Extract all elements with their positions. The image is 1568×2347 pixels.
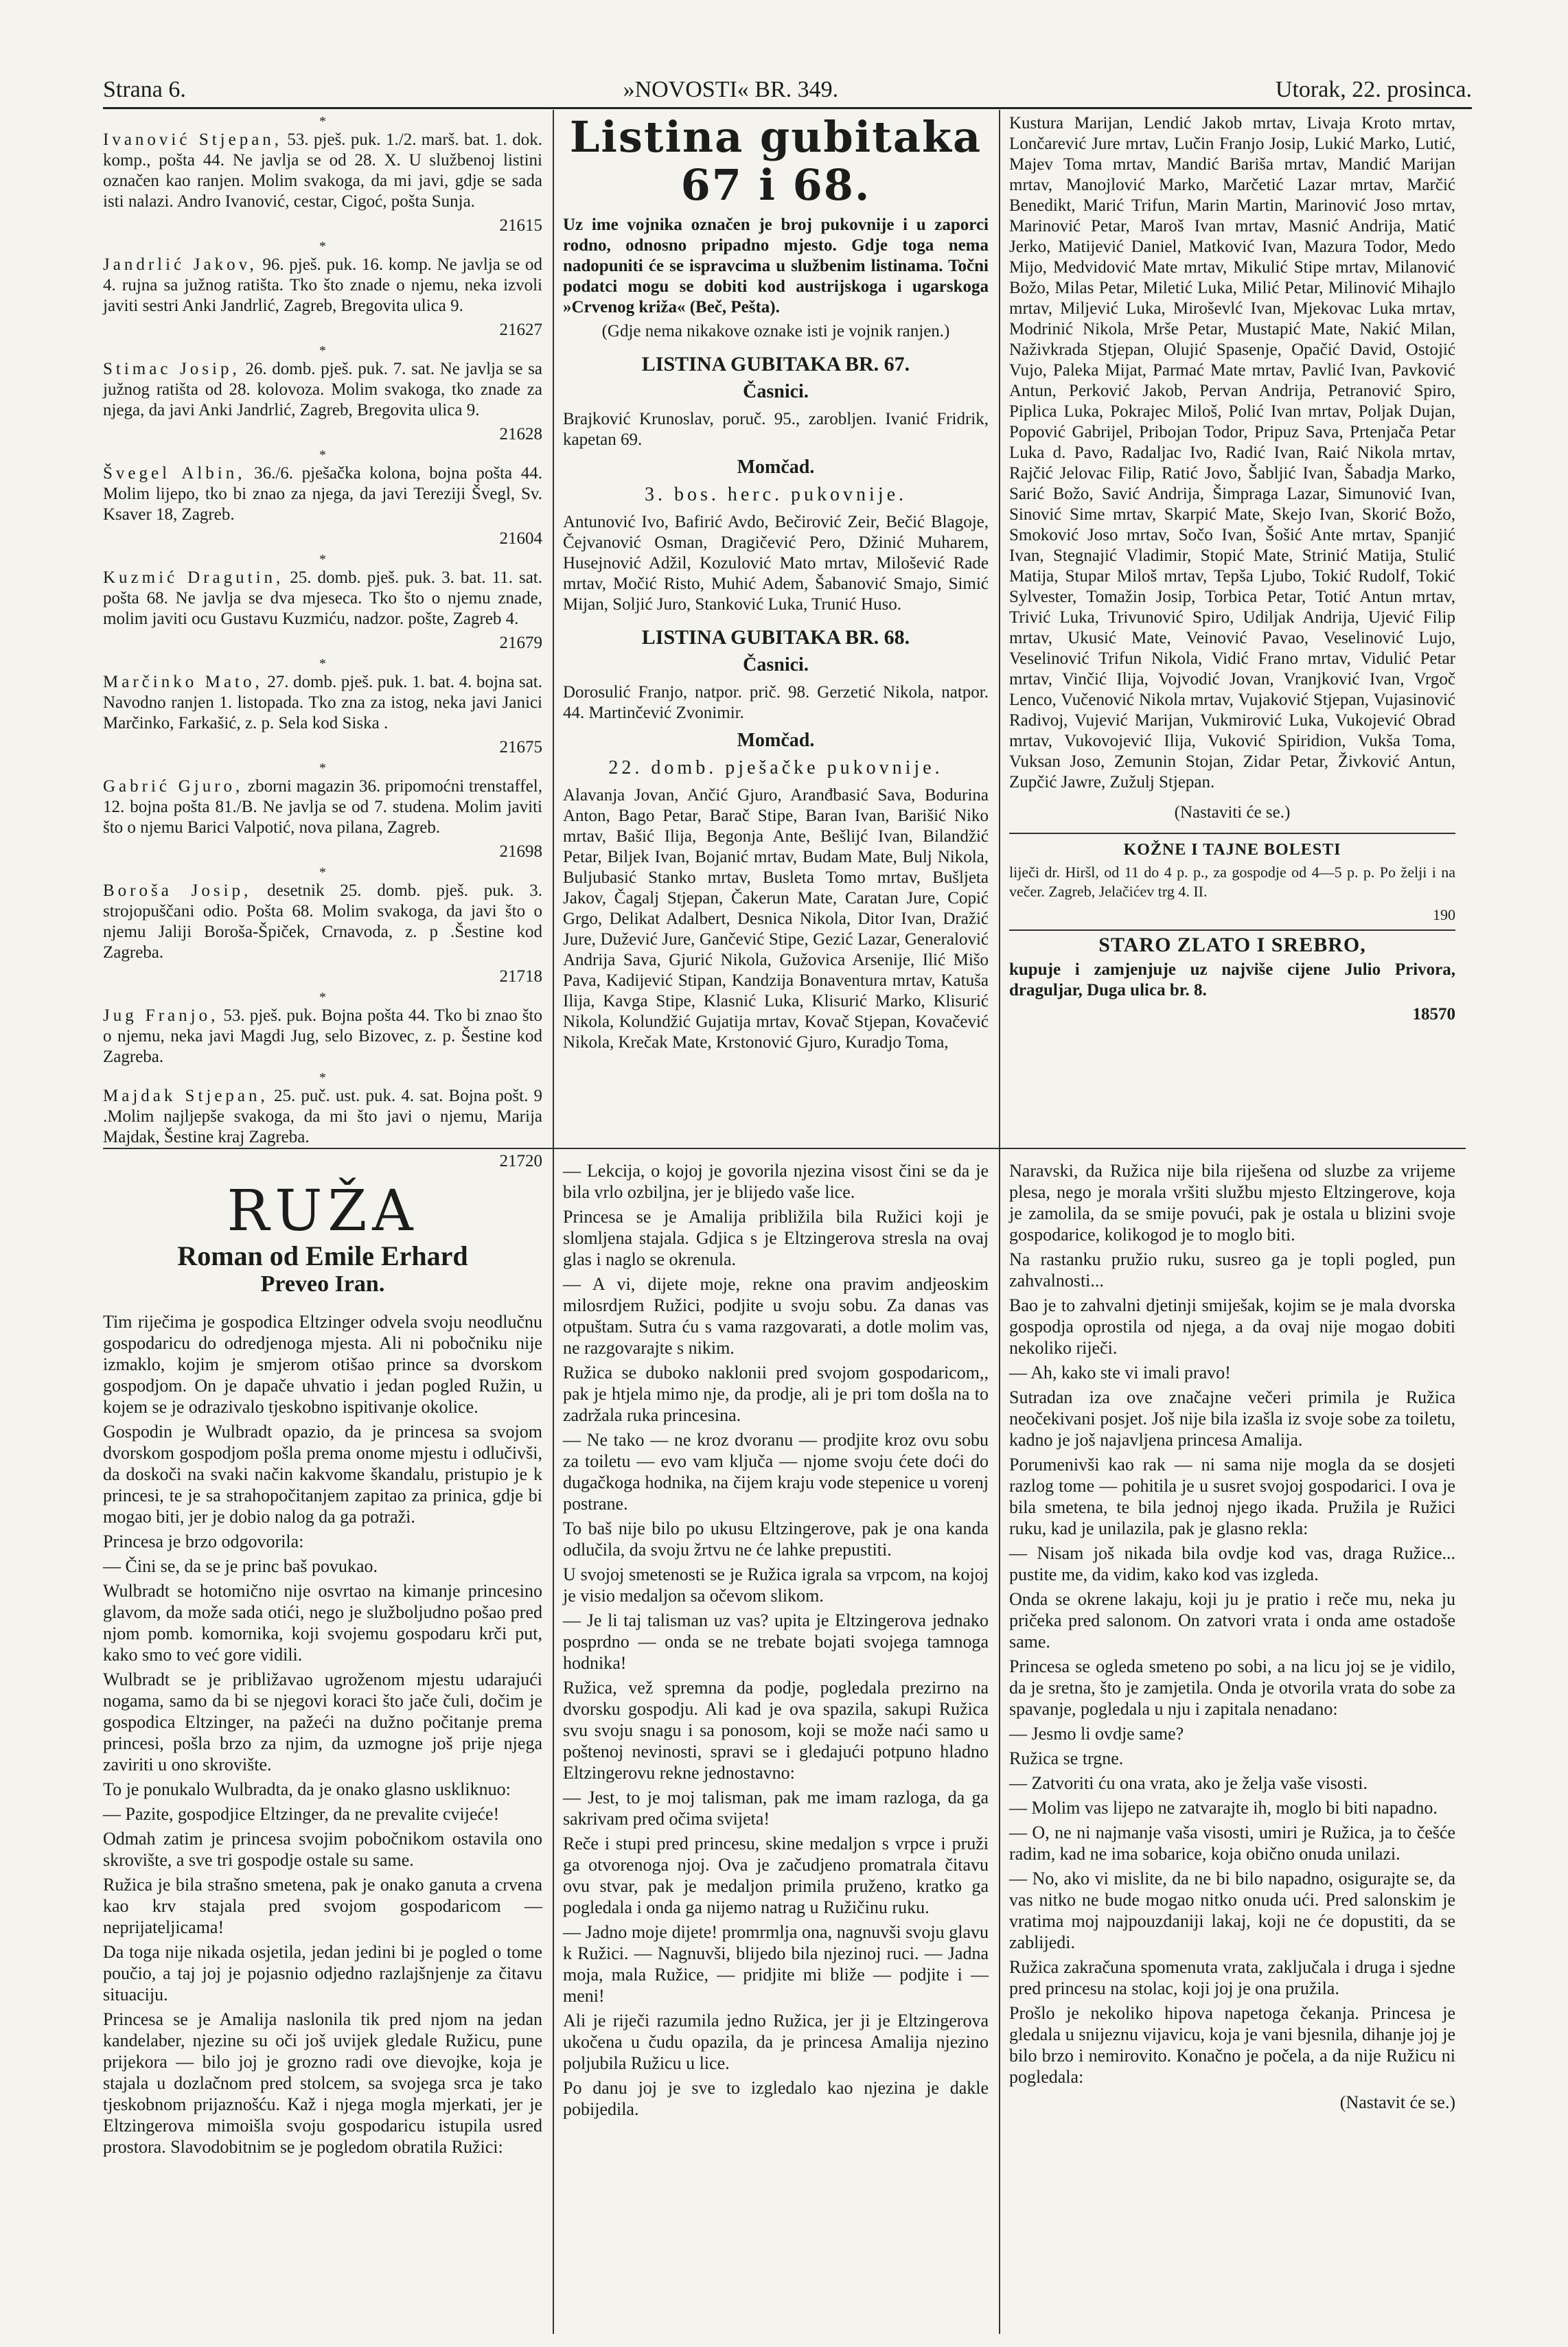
missing-person-name: Švegel Albin,	[103, 464, 246, 483]
officers-heading: Časnici.	[743, 381, 809, 402]
section-divider	[103, 1148, 553, 1149]
novel-paragraph: Porumenivši kao rak — ni sama nije mogla da se dosjeti razlog tome — pohitila je u susret svojoj gospodarici. I ova je bila smetena, te bila jednoj njego ikada. Pružila je Ružici ruku, kad je unilazila, pak je glasno rekla:	[1009, 1455, 1455, 1538]
missing-person-text: 96. pješ. puk. 16. komp. Ne javlja se od 4. rujna sa južnog ratišta. Tko što znade o njemu, neka izvoli javiti sestri Anki Jandrlić, Zagreb, Bregovita ulica 9.	[103, 255, 543, 315]
missing-person-notice	[103, 359, 542, 421]
novel-title: RUŽA	[227, 1179, 419, 1244]
novel-paragraph: — No, ako vi mislite, da ne bi bilo napadno, osigurajte se, da vas nitko ne bude mogao nitko onuda ući. Pred salonskim je vratima moj najpouzdaniji lakaj, koji ne će dopustiti, da se zablijedi.	[1009, 1869, 1455, 1952]
notice-separator-star: *	[319, 990, 326, 1005]
notice-number: 21675	[499, 738, 542, 756]
officers-67: Brajković Krunoslav, poruč. 95., zarobljen. Ivanić Fridrik, kapetan 69.	[563, 410, 989, 449]
officers-68: Dorosulić Franjo, natpor. prič. 98. Gerzetić Nikola, natpor. 44. Martinčević Zvonimir.	[563, 683, 989, 722]
missing-person-name: Marčinko Mato,	[103, 673, 263, 691]
novel-column-3	[1009, 1160, 1455, 2116]
novel-paragraph: To je ponukalo Wulbradta, da je onako glasno uskliknuo:	[103, 1779, 511, 1799]
notice-number: 21628	[499, 425, 542, 443]
novel-paragraph: — Jest, to je moj talisman, pak me imam razloga, da ga sakrivam pred očima svijeta!	[563, 1788, 989, 1829]
notice-number: 21679	[499, 634, 542, 652]
novel-author: Roman od Emile Erhard	[177, 1240, 468, 1271]
novel-paragraph: — Nisam još nikada bila ovdje kod vas, draga Ružice... pustite me, da vidim, kako kod vas izgleda.	[1009, 1543, 1455, 1584]
list-68-heading: LISTINA GUBITAKA BR. 68.	[641, 626, 910, 649]
casualty-list-title: Listina gubitaka 67 i 68.	[569, 112, 982, 210]
novel-column-1	[103, 1167, 542, 2161]
missing-person-text: 53. pješ. puk. 1./2. marš. bat. 1. dok. komp., pošta 44. Ne javlja se od 28. X. U službenoj listini označen kao ranjen. Molim svakoga, da mi javi, gdje se sada isti nalazi. Andro Ivanović, cestar, Cigoć, pošta Sunja.	[103, 130, 543, 211]
section-divider	[553, 1148, 1466, 1149]
novel-paragraph: — Jesmo li ovdje same?	[1009, 1724, 1184, 1744]
notice-separator-star: *	[319, 656, 326, 671]
column-divider	[999, 110, 1000, 2334]
unit-67: 3. bos. herc. pukovnije.	[644, 484, 908, 505]
missing-person-text: 27. domb. pješ. puk. 1. bat. 4. bojna sat. Navodno ranjen 1. listopada. Tko zna za istog, neka javi Janici Marčinko, Farkašić, z. p. Sela kod Siska .	[103, 673, 542, 732]
casualty-list-continuation	[1009, 113, 1455, 1028]
notice-separator-star: *	[319, 114, 326, 129]
notice-number: 21718	[499, 967, 542, 986]
novel-column-2	[563, 1160, 989, 2123]
novel-paragraph: Ružica se duboko naklonii pred svojom gospodaricom,, pak je htjela mimo nje, da prodje, ali je pri tom došla na to zadržala ruka princesina.	[563, 1363, 989, 1425]
novel-paragraph: Tim riječima je gospodica Eltzinger odvela svoju neodlučnu gospodaricu do odredjenoga mjesta. Ali ni pobočniku nije izmaklo, kojim je smjerom otišao prince sa dvorskom gospodjom. On je dapače uhvatio i jedan pogled Ružin, u kojem se je odrazivalo tjeskobno ispitivanje okolice.	[103, 1312, 542, 1417]
missing-person-notice	[103, 255, 542, 316]
novel-paragraph: Prošlo je nekoliko hipova napetoga čekanja. Princesa je gledala u snijeznu vijavicu, koja je vani bjesnila, dihanje joj je bilo brzo i nemirovito. Konačno je počela, a da nije Ružicu ni pogledala:	[1009, 2003, 1455, 2087]
novel-translator: Preveo Iran.	[260, 1271, 385, 1297]
notice-separator-star: *	[319, 343, 326, 358]
missing-person-text: 25. domb. pješ. puk. 3. bat. 11. sat. pošta 68. Ne javlja se dva mjeseca. Tko što o njemu znade, molim javiti ocu Gustavu Kuzmiću, nadzor. pošte, Zagreb 4.	[103, 568, 542, 628]
page-number: Strana 6.	[103, 77, 186, 102]
notice-number: 21627	[499, 321, 542, 339]
notice-number: 21615	[499, 216, 542, 235]
casualty-list-note2: (Gdje nema nikakove oznake isti je vojnik ranjen.)	[601, 322, 950, 340]
novel-paragraph: Sutradan iza ove značajne večeri primila je Ružica neočekivani posjet. Još nije bila izašla iz svoje sobe za toiletu, kadno je još najavljena princesa Amalija.	[1009, 1387, 1455, 1450]
novel-paragraph: Odmah zatim je princesa svojim pobočnikom ostavila ono skrovište, a sve tri gospodje ostale su same.	[103, 1829, 542, 1870]
missing-person-notice	[103, 672, 542, 734]
novel-paragraph: — Zatvoriti ću ona vrata, ako je želja vaše visosti.	[1009, 1773, 1368, 1793]
novel-paragraph: Ružica je bila strašno smetena, pak je onako ganuta a crvena kao krv stajala pred svojom gospodaricom — neprijateljicama!	[103, 1875, 542, 1937]
novel-paragraph: — Ne tako — ne kroz dvoranu — prodjite kroz ovu sobu za toiletu — evo vam ključa — njome svoju ćete doći do dugačkoga hodnika, na čijem kraju vode stepenice u vorenj postrane.	[563, 1430, 989, 1514]
novel-paragraph: — Molim vas lijepo ne zatvarajte ih, moglo bi biti napadno.	[1009, 1798, 1438, 1818]
missing-person-name: Ivanović Stjepan,	[103, 130, 283, 149]
novel-paragraph: Ali je riječi razumila jedno Ružica, jer ji je Eltzingerova ukočena u čudu opazila, da je princesa Amalija njezino poljubila Ružicu u lice.	[563, 2011, 989, 2073]
novel-paragraph: Princesa je brzo odgovorila:	[103, 1531, 304, 1551]
missing-person-name: Kuzmić Dragutin,	[103, 568, 284, 587]
notice-separator-star: *	[319, 761, 326, 776]
missing-person-text: desetnik 25. domb. pješ. puk. 3. strojopuščani odio. Pošta 68. Molim svakoga, da javi što o njemu Jaliji Boroša-Špiček, Crnavoda, z. p .Šestine kod Zagreba.	[103, 881, 543, 962]
notice-number: 21698	[499, 842, 542, 861]
novel-paragraph: Princesa se je Amalija približila bila Ružici koji je slomljena stajala. Gdjica s je Eltzingerova stresla na ovaj glas i naglo se okrenula.	[563, 1207, 989, 1269]
novel-paragraph: Naravski, da Ružica nije bila riješena od sluzbe za vrijeme plesa, nego je morala vršiti službu mjesto Eltzingerove, koja je zamolila, da se smije povući, pak je ostala u blizini svoje gospodarice, kolikogod je to moglo biti.	[1009, 1161, 1455, 1245]
novel-paragraph: Wulbradt se je približavao ugroženom mjestu udarajući nogama, samo da bi se njegovi koraci što jače čuli, dočim je gospodica Eltzinger, na pažeći na dužno počitanje prema princesi, pošla brzo za njim, da uzmogne još prije njega zaviriti u ono skrovište.	[103, 1669, 542, 1774]
casualty-list-column	[563, 113, 989, 1056]
newspaper-issue: »NOVOSTI« BR. 349.	[623, 77, 839, 102]
notice-number: 21604	[499, 529, 542, 548]
missing-person-text: 36./6. pješačka kolona, bojna pošta 44. Molim lijepo, tko bi znao za njega, da javi Tereziji Švegl, Sv. Ksaver 18, Zagreb.	[103, 464, 542, 524]
missing-person-notice	[103, 776, 542, 838]
notice-separator-star: *	[319, 239, 326, 254]
missing-person-notice	[103, 1086, 542, 1148]
column-divider	[553, 110, 554, 2334]
novel-paragraph: Po danu joj je sve to izgledalo kao njezina je dakle pobijedila.	[563, 2078, 989, 2119]
novel-paragraph: Gospodin je Wulbradt opazio, da je princesa sa svojom dvorskom gospodjom pošla prema onome mjestu i odlučivši, da doskoči na svaki način kakvome škandalu, pristupio je k princesi, te je sa strahopočitanjem zapitao za prinica, gdje bi mogao biti, jer je dobio nalog da ga potraži.	[103, 1422, 542, 1527]
novel-paragraph: Da toga nije nikada osjetila, jedan jedini bi je pogled o tome poučio, a taj joj je pojasnio odjedno razlajšnjenje za čitavu situaciju.	[103, 1942, 542, 2004]
ad-kozne-heading: KOŽNE I TAJNE BOLESTI	[1123, 841, 1341, 859]
missing-person-notice	[103, 1006, 542, 1067]
crew-heading: Momčad.	[737, 456, 815, 478]
novel-paragraph: Wulbradt se hotomično nije osvrtao na kimanje princesino glavom, da može sada otići, nego je služboljudno pošao pred njom pomb. komornika, koji svojemu gospodaru krči put, kako smo to već gore vidili.	[103, 1581, 542, 1665]
missing-person-notice	[103, 881, 542, 963]
notice-separator-star: *	[319, 1070, 326, 1085]
novel-paragraph: — O, ne ni najmanje vaša visosti, umiri je Ružica, ja to češće radim, kad ne ima sobarice, koja obično onuda unilazi.	[1009, 1823, 1455, 1864]
missing-person-notice	[103, 130, 542, 212]
novel-paragraph: — Je li taj talisman uz vas? upita je Eltzingerova jednako posprdno — onda se ne trebate bojati svojega tamnoga hodnika!	[563, 1610, 989, 1673]
missing-person-name: Jug Franjo,	[103, 1006, 219, 1025]
novel-paragraph: To baš nije bilo po ukusu Eltzingerove, pak je ona kanda odlučila, da svoju žrtvu ne će lahke prepustiti.	[563, 1518, 989, 1560]
ad-zlato-number: 18570	[1412, 1005, 1455, 1024]
to-be-continued: (Nastaviti će se.)	[1174, 803, 1291, 822]
ad-kozne-text: liječi dr. Hiršl, od 11 do 4 p. p., za gospodje od 4—5 p. p. Po želji i na večer. Zagreb, Jelačićev trg 4. II.	[1009, 864, 1455, 900]
notice-number: 21720	[499, 1152, 542, 1170]
novel-paragraph: U svojoj smetenosti se je Ružica igrala sa vrpcom, na kojoj je visio medaljon sa očevom slikom.	[563, 1564, 989, 1606]
novel-paragraph: — Lekcija, o kojoj je govorila njezina visost čini se da je bila vrlo ozbiljna, jer je blijedo vaše lice.	[563, 1161, 989, 1202]
novel-paragraph: Ružica, vež spremna da podje, pogledala prezirno na dvorsku gospodju. Ali kad je ova spazila, sakupi Ružica svu svoju snagu i sa ponosom, koji se može naći samo u poštenoj nevinosti, spravi se i gledajući potpuno hladno Eltzingerovu rekne jednostavno:	[563, 1678, 989, 1783]
novel-paragraph: — A vi, dijete moje, rekne ona pravim andjeoskim milosrdjem Ružici, podjite u svoju sobu. Za danas vas otpuštam. Sutra ću s vama razgovarati, a dotle molim vas, ne razgovarajte s nikim.	[563, 1274, 989, 1358]
novel-paragraph: Bao je to zahvalni djetinji smiješak, kojim se je mala dvorska gospodja oprostila od njega, a da ovaj nije mogao dobiti nekoliko riječi.	[1009, 1295, 1455, 1358]
novel-paragraph: Princesa se je Amalija naslonila tik pred njom na jedan kandelaber, njezine su oči još uvijek gledale Ružicu, pune prijekora — bilo joj je grozno radi ove dievojke, koja je stajala u dozlačnom pred stolcem, sa svojega srca je tako tjeskobnom prijaznošću. Kaž i njega mogla mjerkati, jer je Eltzingerova mimoišla svoju gospodaricu istupila usred prostora. Slavodobitnim se je pogledom obratila Ružici:	[103, 2009, 542, 2157]
novel-paragraph: Ružica se trgne.	[1009, 1748, 1124, 1768]
list-67-heading: LISTINA GUBITAKA BR. 67.	[641, 353, 910, 375]
missing-person-notice	[103, 568, 542, 629]
issue-date: Utorak, 22. prosinca.	[1275, 77, 1472, 102]
novel-paragraph: Na rastanku pružio ruku, susreo ga je topli pogled, pun zahvalnosti...	[1009, 1249, 1455, 1291]
ad-kozne-number: 190	[1433, 906, 1455, 923]
notice-separator-star: *	[319, 448, 326, 463]
missing-person-text: zborni magazin 36. pripomoćni trenstaffel, 12. bojna pošta 81./B. Ne javlja se od 7. studena. Molim javiti što o njemu Barici Valpotić, nova pilana, Zagreb.	[103, 777, 542, 837]
page-header	[103, 48, 1472, 109]
notice-separator-star: *	[319, 865, 326, 880]
ad-zlato-text: kupuje i zamjenjuje uz najviše cijene Julio Privora, draguljar, Duga ulica br. 8.	[1009, 960, 1455, 999]
missing-person-name: Majdak Stjepan,	[103, 1087, 268, 1105]
crew-68: Alavanja Jovan, Ančić Gjuro, Aranđbasić Sava, Bodurina Anton, Bago Petar, Barač Stipe, Baran Ivan, Barišić Niko mrtav, Bašić Ilija, Begonja Ante, Bešlijć Ivan, Bilandžić Petar, Biljek Ivan, Bojanić mrtav, Budam Mate, Bulj Nikola, Buljubasić Stanko mrtav, Busleta Tomo mrtav, Bušljeta Jakov, Čagalj Stjepan, Čakerun Mate, Caratan Jure, Copić Grgo, Delikat Adalbert, Desnica Nikola, Ditor Ivan, Dražić Jure, Dužević Jure, Gančević Stipe, Gezić Lazar, Generalović Andrija Sava, Gjurić Nikola, Gužovica Arsenije, Ilić Mišo Pava, Kadijević Stipan, Kandzija Bonaventura mrtav, Katuša Ilija, Kavga Stipe, Klasnić Luka, Klisurić Marko, Klisurić Nikola, Kolundžić Gujatija mrtav, Kovač Stjepan, Kovačević Nikola, Krečak Mate, Krstonović Gjuro, Kuradjo Toma,	[563, 786, 989, 1052]
novel-to-be-continued: (Nastavit će se.)	[1339, 2092, 1455, 2112]
ad-divider	[1009, 833, 1455, 834]
novel-paragraph: — Ah, kako ste vi imali pravo!	[1009, 1363, 1231, 1383]
officers-heading: Časnici.	[743, 654, 809, 675]
crew-heading: Momčad.	[737, 730, 815, 751]
novel-paragraph: — Jadno moje dijete! promrmlja ona, nagnuvši svoju glavu k Ružici. — Nagnuvši, blijedo bila njezinoj ruci. — Jadna moja, mala Ružice, — pridjite mi bliže — podjite i — meni!	[563, 1922, 989, 2006]
missing-person-text: 26. domb. pješ. puk. 7. sat. Ne javlja se sa južnog ratišta od 28. kolovoza. Molim svakoga, tko znade za njega, da javi Anki Jandrlić, Zagreb, Bregovita ulica 9.	[103, 360, 543, 419]
missing-person-name: Gabrić Gjuro,	[103, 777, 244, 796]
notice-separator-star: *	[319, 552, 326, 567]
missing-person-text: 53. pješ. puk. Bojna pošta 44. Tko bi znao što o njemu, neka javi Magdi Jug, selo Bizovec, z. p. Šestine kod Zagreba.	[103, 1006, 542, 1066]
ad-zlato-heading: STARO ZLATO I SREBRO,	[1098, 934, 1366, 956]
novel-paragraph: Onda se okrene lakaju, koji ju je pratio i reče mu, neka ju pričeka pred salonom. On zatvori vrata i onda ame ostadoše same.	[1009, 1589, 1455, 1652]
novel-paragraph: Princesa se ogleda smeteno po sobi, a na licu joj se je vidilo, da je sretna, što je zamjetila. Onda je otvorila vrata do sobe za spavanje, pogledala u nju i zapitala nenadano:	[1009, 1656, 1455, 1719]
novel-paragraph: — Čini se, da se je princ baš povukao.	[103, 1556, 378, 1576]
novel-paragraph: Reče i stupi pred princesu, skine medaljon s vrpce i pruži ga otvorenoga njoj. Ova je začudjeno promatrala čitavu ovu stvar, pak je medaljon primila pruženo, kratko ga pogledala i onda ga nijemo natrag u Ružičinu ruku.	[563, 1834, 989, 1917]
missing-person-notice	[103, 463, 542, 525]
missing-person-name: Boroša Josip,	[103, 881, 252, 900]
missing-persons-column	[103, 113, 542, 1175]
missing-person-name: Jandrlić Jakov,	[103, 255, 257, 274]
ad-divider	[1009, 929, 1455, 931]
casualty-continuation-text: Kustura Marijan, Lendić Jakob mrtav, Livaja Kroto mrtav, Lončarević Jure mrtav, Lučin Franjo Josip, Lukić Marko, Lutić, Majev Toma mrtav, Mandić Bariša mrtav, Mandić Marijan mrtav, Manojlović Marko, Marčetić Lazar mrtav, Marčić Benedikt, Marić Trifun, Marin Martin, Marinović Joso mrtav, Marinović Petar, Maroš Ivan mrtav, Masnić Andrija, Matić Jerko, Matijević Daniel, Matković Ivan, Mazura Todor, Medo Mijo, Medvidović Mate mrtav, Mikulić Stipe mrtav, Milanović Božo, Milas Petar, Miletić Luka, Milić Petar, Milinović Mihajlo mrtav, Miljević Luka, Miroševlć Ivan, Mjekovac Luka mrtav, Modrinić Nikola, Mrše Petar, Mustapić Mate, Nakić Milan, Naživkrada Stjepan, Olujić Spasenje, Opačić David, Ostojić Vujo, Paleka Mijat, Parmać Mate mrtav, Pavlić Ivan, Pavković Antun, Perković Jakob, Pervan Andrija, Petranović Spiro, Piplica Luka, Pokrajec Miloš, Polić Ivan mrtav, Poljak Dujan, Popović Gabrijel, Pribojan Todor, Pripuz Sava, Prtenjača Petar Luka d. Pavo, Radaljac Ivo, Radić Ivan, Raić Nikola mrtav, Rajčić Jelovac Filip, Ratić Jovo, Šabljić Ivan, Šabadja Marko, Sarić Božo, Savić Andrija, Šimpraga Lazar, Simunović Ivan, Sinović Sime mrtav, Skarpić Mate, Skejo Ivan, Skorić Božo, Smoković Joso mrtav, Sočo Ivan, Šošić Ante mrtav, Spanjić Ivan, Stegnajić Vladimir, Stopić Mate, Strinić Matija, Stulić Matija, Stupar Miloš mrtav, Tepša Ljubo, Tokić Rudolf, Tokić Sylvester, Tomažin Josip, Torbica Petar, Totić Antun mrtav, Trivić Luka, Trivunović Spiro, Udiljak Andrija, Ujević Filip mrtav, Ukusić Mate, Veinović Pavao, Veselinović Lujo, Veselinović Trifun Nikola, Vidić Frano mrtav, Vidulić Petar mrtav, Vinčić Ilija, Vojvodić Jovan, Vranjković Ivan, Vrgoč Lenco, Vučenović Nikola mrtav, Vujaković Stjepan, Vujasinović Radivoj, Vujević Marijan, Vukmirović Luka, Vukojević Obrad mrtav, Vukovojević Ilija, Vuković Spiridion, Vukša Toma, Vuksan Joso, Zemunin Stojan, Zidar Petar, Živković Antun, Zupčić Jawre, Zužulj Stjepan.	[1009, 114, 1455, 791]
missing-person-name: Stimac Josip,	[103, 360, 240, 378]
casualty-list-note: Uz ime vojnika označen je broj pukovnije i u zaporci rodno, odnosno pripadno mjesto. Gdje toga nema nadopuniti će se ispravcima u službenim listinama. Točni podatci mogu se dobiti kod austrijskoga i ugarskoga »Crvenog križa« (Beč, Pešta).	[563, 216, 989, 316]
missing-person-text: 25. puč. ust. puk. 4. sat. Bojna pošt. 9 .Molim najljepše svakoga, da mi što javi o njemu, Marija Majdak, Šestine kraj Zagreba.	[103, 1087, 542, 1146]
unit-68: 22. domb. pješačke pukovnije.	[608, 757, 943, 778]
novel-paragraph: Ružica zakračuna spomenuta vrata, zaključala i druga i sjedne pred princesu na stolac, koji joj je ona pružila.	[1009, 1957, 1455, 1998]
crew-67: Antunović Ivo, Bafirić Avdo, Bečirović Zeir, Bečić Blagoje, Čejvanović Osman, Dragičević Pero, Džinić Muharem, Husejnović Adžil, Kozulović Mato mrtav, Milošević Rade mrtav, Močić Risto, Muhić Adem, Šabanović Smajo, Simić Mijan, Soljić Juro, Stanković Luka, Trunić Huso.	[563, 513, 989, 614]
novel-paragraph: — Pazite, gospodjice Eltzinger, da ne prevalite cvijeće!	[103, 1804, 500, 1824]
